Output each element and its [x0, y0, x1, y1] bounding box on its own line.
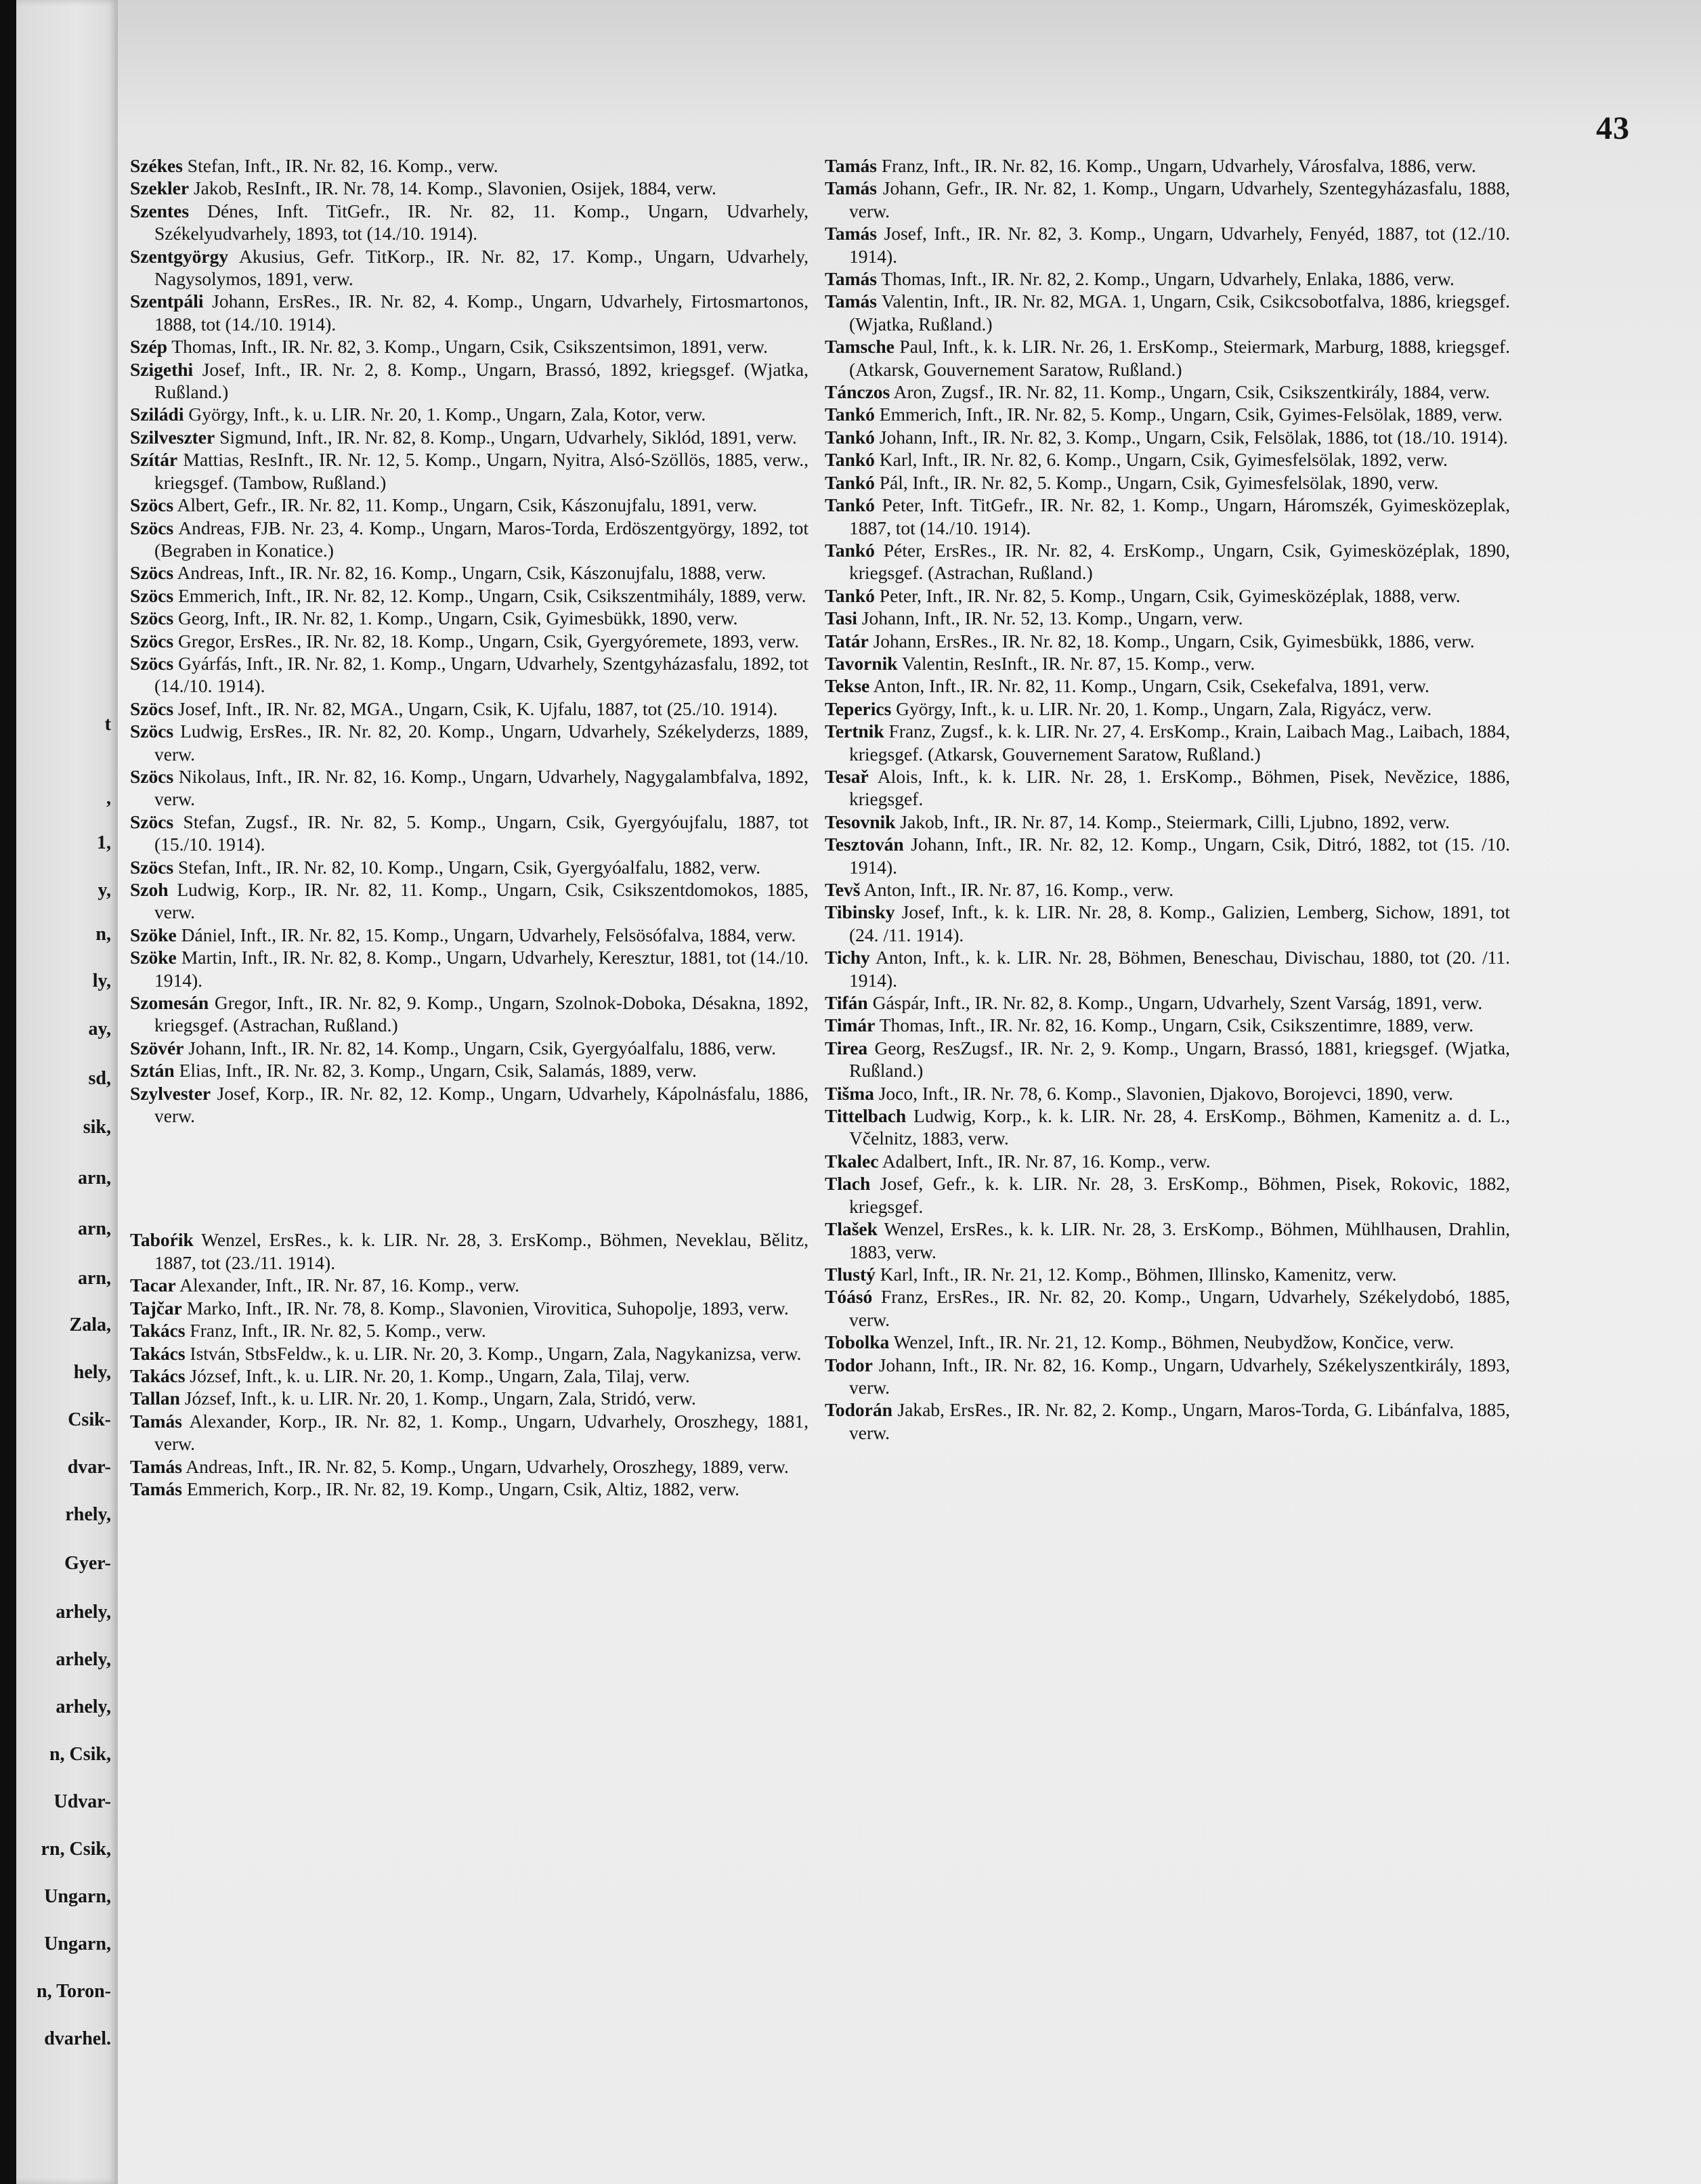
register-entry	[825, 471, 1510, 494]
entry-surname: Szöcs	[130, 856, 174, 878]
left-column-t-entries	[130, 1228, 809, 1500]
section-gap	[130, 1127, 809, 1228]
register-entry	[130, 720, 809, 765]
gutter-text-fragment: Gyer-	[64, 1554, 111, 1574]
entry-surname: Tankó	[825, 584, 875, 606]
entry-surname: Tankó	[825, 426, 875, 448]
register-entry	[825, 1331, 1510, 1353]
entry-details: Georg, ResZugsf., IR. Nr. 2, 9. Komp., Ungarn, Brassó, 1881, kriegsgef. (Wjatka, Rußland.)	[849, 1037, 1510, 1082]
entry-surname: Tirea	[825, 1037, 868, 1058]
entry-details: Wenzel, Inft., IR. Nr. 21, 12. Komp., Böhmen, Neubydžow, Končice, verw.	[889, 1331, 1455, 1353]
register-entry	[825, 1082, 1510, 1105]
right-column-entries	[825, 154, 1510, 1444]
entry-surname: Timár	[825, 1014, 876, 1036]
entry-details: Andreas, FJB. Nr. 23, 4. Komp., Ungarn, Maros-Torda, Erdöszentgyörgy, 1892, tot (Begraben in Konatice.)	[154, 517, 809, 561]
entry-details: Alexander, Inft., IR. Nr. 87, 16. Komp., verw.	[175, 1275, 520, 1296]
entry-surname: Takács	[130, 1365, 186, 1386]
register-entry	[825, 584, 1510, 607]
entry-surname: Takács	[130, 1320, 186, 1342]
gutter-text-fragment: arn,	[78, 1219, 111, 1239]
gutter-text-fragment: Ungarn,	[44, 1887, 111, 1907]
gutter-text-fragment: y,	[98, 880, 111, 901]
gutter-text-fragment: Udvar-	[53, 1792, 111, 1812]
register-entry	[825, 720, 1510, 765]
entry-details: Valentin, Inft., IR. Nr. 82, MGA. 1, Ungarn, Csik, Csikcsobotfalva, 1886, kriegsgef. (Wjatka, Rußland.)	[849, 291, 1510, 335]
register-entry	[130, 335, 809, 358]
entry-surname: Tankó	[825, 539, 875, 561]
entry-surname: Tamás	[825, 177, 877, 199]
register-entry	[130, 1455, 809, 1478]
register-entry	[825, 177, 1510, 222]
entry-surname: Tánczos	[825, 381, 890, 403]
left-column-entries	[130, 154, 809, 1127]
entry-surname: Szoh	[130, 879, 169, 900]
register-entry	[825, 878, 1510, 901]
gutter-text-fragment: ,	[106, 788, 111, 809]
entry-surname: Tóásó	[825, 1286, 873, 1308]
entry-details: Johann, Inft., IR. Nr. 82, 12. Komp., Ungarn, Csik, Ditró, 1882, tot (15. /10. 1914).	[849, 834, 1510, 878]
entry-details: Josef, Inft., IR. Nr. 2, 8. Komp., Ungarn, Brassó, 1892, kriegsgef. (Wjatka, Rußland.)	[154, 358, 809, 403]
entry-details: Jakab, ErsRes., IR. Nr. 82, 2. Komp., Ungarn, Maros-Torda, G. Libánfalva, 1885, verw.	[849, 1399, 1510, 1443]
register-entry	[130, 630, 809, 652]
entry-surname: Tasi	[825, 607, 857, 629]
entry-surname: Szilveszter	[130, 426, 215, 448]
entry-surname: Szöke	[130, 924, 177, 945]
entry-details: Ludwig, Korp., k. k. LIR. Nr. 28, 4. ErsKomp., Böhmen, Kamenitz a. d. L., Včelnitz, 1883, verw.	[849, 1105, 1510, 1149]
entry-surname: Szöcs	[130, 721, 174, 742]
entry-surname: Szentpáli	[130, 291, 204, 312]
entry-surname: Szöcs	[130, 811, 174, 832]
entry-surname: Tibinsky	[825, 901, 895, 923]
page-number: 43	[1596, 110, 1630, 146]
entry-surname: Székes	[130, 155, 183, 176]
gutter-text-fragment: rn, Csik,	[41, 1839, 111, 1860]
register-entry	[130, 1365, 809, 1387]
entry-surname: Tamás	[130, 1478, 182, 1499]
register-entry	[825, 494, 1510, 539]
entry-surname: Szöcs	[130, 494, 174, 516]
entry-surname: Tamsche	[825, 336, 895, 358]
entry-surname: Tesztován	[825, 834, 904, 855]
entry-details: Martin, Inft., IR. Nr. 82, 8. Komp., Ungarn, Udvarhely, Keresztur, 1881, tot (14./10. 1914).	[154, 947, 809, 991]
entry-surname: Tertnik	[825, 721, 884, 742]
entry-details: Andreas, Inft., IR. Nr. 82, 16. Komp., Ungarn, Csik, Kászonujfalu, 1888, verw.	[173, 562, 767, 584]
gutter-text-fragment: hely,	[73, 1363, 111, 1383]
register-entry	[825, 607, 1510, 629]
entry-details: Emmerich, Inft., IR. Nr. 82, 12. Komp., Ungarn, Csik, Csikszentmihály, 1889, verw.	[173, 584, 806, 606]
entry-details: Gregor, ErsRes., IR. Nr. 82, 18. Komp., Ungarn, Csik, Gyergyóremete, 1893, verw.	[173, 630, 799, 651]
register-entry	[825, 901, 1510, 946]
entry-details: Pál, Inft., IR. Nr. 82, 5. Komp., Ungarn, Csik, Gyimesfelsölak, 1890, verw.	[874, 471, 1439, 493]
register-entry	[130, 494, 809, 516]
gutter-text-fragment: arhely,	[56, 1697, 111, 1717]
register-entry	[825, 539, 1510, 584]
register-entry	[130, 1274, 809, 1296]
register-entry	[825, 652, 1510, 675]
entry-surname: Tesař	[825, 765, 869, 787]
entry-details: Thomas, Inft., IR. Nr. 82, 3. Komp., Ungarn, Csik, Csikszentsimon, 1891, verw.	[167, 336, 768, 358]
gutter-text-fragment: arhely,	[56, 1602, 111, 1623]
register-entry	[130, 1342, 809, 1365]
entry-details: Josef, Inft., k. k. LIR. Nr. 28, 8. Komp., Galizien, Lemberg, Sichow, 1891, tot (24. /11. 1914).	[849, 901, 1510, 945]
entry-surname: Tajčar	[130, 1297, 182, 1319]
register-entry	[130, 1082, 809, 1128]
entry-surname: Szöcs	[130, 517, 174, 538]
entry-surname: Szekler	[130, 177, 190, 199]
register-entry	[130, 765, 809, 811]
register-entry	[130, 517, 809, 562]
register-entry	[825, 448, 1510, 471]
register-entry	[825, 946, 1510, 991]
register-entry	[130, 154, 809, 177]
entry-details: Franz, Inft., IR. Nr. 82, 16. Komp., Ungarn, Udvarhely, Városfalva, 1886, verw.	[876, 155, 1476, 176]
entry-details: Franz, Inft., IR. Nr. 82, 5. Komp., verw.	[185, 1320, 486, 1342]
entry-details: Johann, Inft., IR. Nr. 52, 13. Komp., Ungarn, verw.	[857, 607, 1243, 629]
gutter-text-fragment: Csik-	[68, 1410, 111, 1430]
entry-surname: Tamás	[130, 1410, 182, 1432]
gutter-text-fragment: 1,	[97, 833, 111, 853]
entry-details: József, Inft., k. u. LIR. Nr. 20, 1. Komp., Ungarn, Zala, Tilaj, verw.	[185, 1365, 690, 1386]
entry-surname: Tankó	[825, 494, 875, 516]
entry-surname: Szylvester	[130, 1082, 211, 1104]
register-entry	[825, 1398, 1510, 1444]
entry-surname: Takács	[130, 1342, 186, 1364]
left-column	[130, 154, 809, 1500]
register-entry	[130, 200, 809, 245]
register-entry	[130, 991, 809, 1037]
entry-details: Josef, Gefr., k. k. LIR. Nr. 28, 3. ErsKomp., Böhmen, Pisek, Rokovic, 1882, kriegsgef.	[849, 1173, 1510, 1217]
gutter-text-fragment: dvar-	[67, 1457, 111, 1478]
entry-surname: Tavornik	[825, 652, 898, 674]
register-entry	[825, 1105, 1510, 1150]
register-entry	[130, 1059, 809, 1082]
entry-surname: Tlašek	[825, 1218, 878, 1240]
entry-surname: Szöke	[130, 947, 177, 968]
register-entry	[825, 222, 1510, 267]
register-entry	[130, 290, 809, 335]
entry-details: Thomas, Inft., IR. Nr. 82, 16. Komp., Ungarn, Csik, Csikszentimre, 1889, verw.	[875, 1014, 1474, 1036]
register-entry	[130, 1319, 809, 1342]
gutter-text-fragment: n, Csik,	[49, 1744, 111, 1765]
entry-details: Anton, Inft., IR. Nr. 82, 11. Komp., Ungarn, Csik, Csekefalva, 1891, verw.	[869, 675, 1429, 697]
register-entry	[130, 584, 809, 607]
register-entry	[130, 1297, 809, 1319]
entry-surname: Szentgyörgy	[130, 245, 229, 267]
register-entry	[825, 698, 1510, 720]
entry-details: Sigmund, Inft., IR. Nr. 82, 8. Komp., Ungarn, Udvarhely, Siklód, 1891, verw.	[215, 426, 797, 448]
entry-details: István, StbsFeldw., k. u. LIR. Nr. 20, 3. Komp., Ungarn, Zala, Nagykanizsa, verw.	[185, 1342, 802, 1364]
register-entry	[825, 381, 1510, 403]
entry-details: Dénes, Inft. TitGefr., IR. Nr. 82, 11. Komp., Ungarn, Udvarhely, Székelyudvarhely, 1893, tot (14./10. 1914).	[154, 200, 809, 244]
register-entry	[130, 946, 809, 991]
entry-details: Ludwig, ErsRes., IR. Nr. 82, 20. Komp., Ungarn, Udvarhely, Székelyderzs, 1889, verw.	[154, 721, 809, 765]
entry-surname: Tlach	[825, 1173, 871, 1195]
entry-details: Stefan, Zugsf., IR. Nr. 82, 5. Komp., Ungarn, Csik, Gyergyóujfalu, 1887, tot (15./10. 1914).	[154, 811, 809, 855]
entry-surname: Tekse	[825, 675, 870, 697]
entry-details: Karl, Inft., IR. Nr. 21, 12. Komp., Böhmen, Illinsko, Kamenitz, verw.	[875, 1263, 1397, 1285]
register-entry	[825, 426, 1510, 448]
right-column	[825, 154, 1510, 1444]
entry-surname: Tamás	[825, 223, 877, 244]
register-entry	[825, 154, 1510, 177]
entry-surname: Tišma	[825, 1082, 874, 1104]
entry-details: Dániel, Inft., IR. Nr. 82, 15. Komp., Ungarn, Udvarhely, Felsösófalva, 1884, verw.	[176, 924, 796, 945]
register-entry	[130, 1387, 809, 1409]
entry-surname: Tamás	[825, 268, 877, 290]
gutter-text-fragment: sik,	[83, 1117, 111, 1138]
register-entry	[130, 607, 809, 629]
register-entry	[130, 878, 809, 924]
entry-details: Anton, Inft., IR. Nr. 87, 16. Komp., verw.	[860, 879, 1174, 900]
register-entry	[825, 1150, 1510, 1172]
register-entry	[130, 358, 809, 404]
entry-details: Georg, Inft., IR. Nr. 82, 1. Komp., Ungarn, Csik, Gyimesbükk, 1890, verw.	[173, 607, 738, 629]
entry-surname: Szép	[130, 336, 167, 358]
entry-details: Emmerich, Inft., IR. Nr. 82, 5. Komp., Ungarn, Csik, Gyimes-Felsölak, 1889, verw.	[874, 404, 1503, 425]
register-entry	[130, 856, 809, 878]
register-entry	[825, 991, 1510, 1014]
gutter-text-fragment: rhely,	[65, 1505, 111, 1525]
entry-details: Wenzel, ErsRes., k. k. LIR. Nr. 28, 3. ErsKomp., Böhmen, Mühlhausen, Drahlin, 1883, verw.	[849, 1218, 1510, 1262]
gutter-text-fragment: n,	[95, 924, 111, 945]
gutter-text-fragment: n, Toron-	[37, 1982, 111, 2002]
entry-surname: Tankó	[825, 471, 875, 493]
entry-details: Josef, Inft., IR. Nr. 82, MGA., Ungarn, Csik, K. Ujfalu, 1887, tot (25./10. 1914).	[173, 698, 778, 719]
entry-surname: Tichy	[825, 947, 870, 968]
entry-surname: Tatár	[825, 630, 869, 651]
entry-details: Alois, Inft., k. k. LIR. Nr. 28, 1. ErsKomp., Böhmen, Pisek, Nevězice, 1886, kriegsgef.	[849, 765, 1510, 810]
register-entry	[825, 765, 1510, 811]
register-entry	[825, 1037, 1510, 1082]
register-entry	[130, 561, 809, 584]
entry-details: Stefan, Inft., IR. Nr. 82, 16. Komp., verw.	[182, 155, 498, 176]
gutter-text-fragment: ay,	[88, 1019, 111, 1040]
entry-surname: Sziládi	[130, 404, 184, 425]
entry-surname: Szöcs	[130, 652, 174, 674]
gutter-text-fragment: arn,	[78, 1168, 111, 1189]
entry-details: Karl, Inft., IR. Nr. 82, 6. Komp., Ungarn, Csik, Gyimesfelsölak, 1892, verw.	[874, 449, 1448, 471]
entry-surname: Tamás	[825, 291, 877, 312]
gutter-text-fragment: Ungarn,	[44, 1934, 111, 1954]
entry-details: Péter, ErsRes., IR. Nr. 82, 4. ErsKomp., Ungarn, Csik, Gyimesközéplak, 1890, kriegsgef. (Astrachan, Rußland.)	[849, 539, 1510, 584]
register-entry	[825, 1218, 1510, 1263]
gutter-text-fragment: sd,	[88, 1069, 111, 1089]
register-entry	[130, 811, 809, 856]
register-entry	[825, 1263, 1510, 1285]
gutter-text-fragment: arhely,	[56, 1650, 111, 1670]
entry-surname: Szöcs	[130, 630, 174, 651]
entry-details: Franz, ErsRes., IR. Nr. 82, 20. Komp., Ungarn, Udvarhely, Székelydobó, 1885, verw.	[849, 1286, 1510, 1330]
entry-details: Johann, Inft., IR. Nr. 82, 14. Komp., Ungarn, Csik, Gyergyóalfalu, 1886, verw.	[184, 1037, 776, 1058]
entry-details: Stefan, Inft., IR. Nr. 82, 10. Komp., Ungarn, Csik, Gyergyóalfalu, 1882, verw.	[173, 856, 761, 878]
entry-details: György, Inft., k. u. LIR. Nr. 20, 1. Komp., Ungarn, Zala, Rigyácz, verw.	[891, 698, 1432, 719]
register-entry	[130, 245, 809, 291]
register-entry	[825, 811, 1510, 833]
entry-surname: Tkalec	[825, 1150, 879, 1172]
entry-surname: Teperics	[825, 698, 892, 719]
entry-surname: Tifán	[825, 992, 868, 1014]
entry-details: Johann, ErsRes., IR. Nr. 82, 18. Komp., Ungarn, Csik, Gyimesbükk, 1886, verw.	[868, 630, 1475, 651]
gutter-text-fragment: Zala,	[69, 1315, 111, 1335]
gutter-text-fragment: arn,	[78, 1268, 111, 1289]
entry-details: Gáspár, Inft., IR. Nr. 82, 8. Komp., Ungarn, Udvarhely, Szent Varság, 1891, verw.	[867, 992, 1483, 1014]
entry-details: Andreas, Inft., IR. Nr. 82, 5. Komp., Ungarn, Udvarhely, Oroszhegy, 1889, verw.	[181, 1455, 789, 1477]
entry-details: Alexander, Korp., IR. Nr. 82, 1. Komp., Ungarn, Udvarhely, Oroszhegy, 1881, verw.	[154, 1410, 809, 1455]
entry-details: Peter, Inft. TitGefr., IR. Nr. 82, 1. Komp., Ungarn, Háromszék, Gyimesközeplak, 1887, tot (14./10. 1914).	[849, 494, 1510, 538]
entry-surname: Tamás	[130, 1455, 182, 1477]
entry-surname: Szítár	[130, 449, 178, 471]
register-entry	[130, 652, 809, 698]
register-entry	[130, 403, 809, 425]
register-entry	[130, 698, 809, 720]
register-entry	[130, 1228, 809, 1274]
entry-details: Jakob, Inft., IR. Nr. 87, 14. Komp., Steiermark, Cilli, Ljubno, 1892, verw.	[895, 811, 1450, 832]
register-entry	[130, 1410, 809, 1455]
entry-details: Josef, Inft., IR. Nr. 82, 3. Komp., Ungarn, Udvarhely, Fenyéd, 1887, tot (12./10. 1914).	[849, 223, 1510, 267]
entry-surname: Szöcs	[130, 562, 174, 584]
entry-details: Joco, Inft., IR. Nr. 78, 6. Komp., Slavonien, Djakovo, Borojevci, 1890, verw.	[874, 1082, 1454, 1104]
entry-surname: Szigethi	[130, 358, 194, 380]
entry-details: Nikolaus, Inft., IR. Nr. 82, 16. Komp., Ungarn, Udvarhely, Nagygalambfalva, 1892, verw.	[154, 765, 809, 810]
entry-details: Albert, Gefr., IR. Nr. 82, 11. Komp., Ungarn, Csik, Kászonujfalu, 1891, verw.	[173, 494, 757, 516]
entry-details: Ludwig, Korp., IR. Nr. 82, 11. Komp., Ungarn, Csik, Csikszentdomokos, 1885, verw.	[154, 879, 809, 923]
gutter-text-fragment: ly,	[92, 971, 111, 991]
entry-details: Peter, Inft., IR. Nr. 82, 5. Komp., Ungarn, Csik, Gyimesközéplak, 1888, verw.	[874, 584, 1461, 606]
entry-surname: Tobolka	[825, 1331, 890, 1353]
register-entry	[825, 267, 1510, 290]
entry-details: Anton, Inft., k. k. LIR. Nr. 28, Böhmen, Beneschau, Divischau, 1880, tot (20. /11. 1914).	[849, 947, 1510, 991]
gutter-text-fragment: t	[104, 714, 111, 735]
entry-details: Johann, Inft., IR. Nr. 82, 3. Komp., Ungarn, Csik, Felsölak, 1886, tot (18./10. 1914).	[874, 426, 1508, 448]
entry-surname: Todorán	[825, 1399, 892, 1421]
entry-details: Jakob, ResInft., IR. Nr. 78, 14. Komp., Slavonien, Osijek, 1884, verw.	[189, 177, 716, 199]
entry-surname: Szövér	[130, 1037, 184, 1058]
register-entry	[825, 403, 1510, 425]
entry-surname: Szomesán	[130, 992, 209, 1014]
entry-surname: Szentes	[130, 200, 190, 221]
entry-details: Adalbert, Inft., IR. Nr. 87, 16. Komp., verw.	[878, 1150, 1211, 1172]
entry-surname: Szöcs	[130, 607, 174, 629]
entry-surname: Tamás	[825, 155, 877, 176]
register-entry	[825, 1285, 1510, 1331]
entry-details: Franz, Zugsf., k. k. LIR. Nr. 27, 4. ErsKomp., Krain, Laibach Mag., Laibach, 1884, kriegsgef. (Atkarsk, Gouvernement Saratow, Rußland.)	[849, 721, 1510, 765]
register-entry	[130, 1478, 809, 1500]
entry-details: Josef, Korp., IR. Nr. 82, 12. Komp., Ungarn, Udvarhely, Kápolnásfalu, 1886, verw.	[154, 1082, 809, 1127]
entry-surname: Szöcs	[130, 698, 174, 719]
entry-details: Johann, ErsRes., IR. Nr. 82, 4. Komp., Ungarn, Udvarhely, Firtosmartonos, 1888, tot (14./10. 1914).	[154, 291, 809, 335]
entry-details: Valentin, ResInft., IR. Nr. 87, 15. Komp., verw.	[897, 652, 1255, 674]
entry-details: Thomas, Inft., IR. Nr. 82, 2. Komp., Ungarn, Udvarhely, Enlaka, 1886, verw.	[876, 268, 1455, 290]
entry-surname: Todor	[825, 1354, 873, 1375]
entry-surname: Tittelbach	[825, 1105, 907, 1127]
entry-surname: Tesovnik	[825, 811, 896, 832]
register-entry	[130, 924, 809, 946]
entry-details: Gyárfás, Inft., IR. Nr. 82, 1. Komp., Ungarn, Udvarhely, Szentgyházasfalu, 1892, tot (14./10. 1914).	[154, 652, 809, 697]
register-entry	[130, 448, 809, 494]
register-entry	[825, 1172, 1510, 1218]
entry-surname: Tacar	[130, 1275, 176, 1296]
entry-details: Akusius, Gefr. TitKorp., IR. Nr. 82, 17. Komp., Ungarn, Udvarhely, Nagysolymos, 1891, verw.	[154, 245, 809, 290]
entry-details: Mattias, ResInft., IR. Nr. 12, 5. Komp., Ungarn, Nyitra, Alsó-Szöllös, 1885, verw., kriegsgef. (Tambow, Rußland.)	[154, 449, 809, 493]
entry-details: József, Inft., k. u. LIR. Nr. 20, 1. Komp., Ungarn, Zala, Stridó, verw.	[179, 1388, 696, 1409]
entry-surname: Tankó	[825, 449, 875, 471]
entry-details: Elias, Inft., IR. Nr. 82, 3. Komp., Ungarn, Csik, Salamás, 1889, verw.	[174, 1060, 697, 1082]
register-entry	[825, 675, 1510, 697]
entry-details: György, Inft., k. u. LIR. Nr. 20, 1. Komp., Ungarn, Zala, Kotor, verw.	[184, 404, 706, 425]
register-entry	[825, 335, 1510, 381]
entry-surname: Tankó	[825, 404, 875, 425]
register-entry	[130, 1037, 809, 1059]
entry-details: Johann, Gefr., IR. Nr. 82, 1. Komp., Ungarn, Udvarhely, Szentegyházasfalu, 1888, verw.	[849, 177, 1510, 221]
entry-details: Wenzel, ErsRes., k. k. LIR. Nr. 28, 3. ErsKomp., Böhmen, Neveklau, Bělitz, 1887, tot (23./11. 1914).	[154, 1229, 809, 1273]
register-entry	[825, 290, 1510, 335]
gutter-text-fragment: dvarhel.	[44, 2029, 111, 2049]
entry-details: Aron, Zugsf., IR. Nr. 82, 11. Komp., Ungarn, Csik, Csikszentkirály, 1884, verw.	[890, 381, 1490, 403]
entry-details: Johann, Inft., IR. Nr. 82, 16. Komp., Ungarn, Udvarhely, Székelyszentkirály, 1893, verw.	[849, 1354, 1510, 1398]
register-entry	[130, 177, 809, 199]
entry-surname: Tlustý	[825, 1263, 876, 1285]
register-entry	[825, 1354, 1510, 1399]
register-entry	[825, 833, 1510, 878]
entry-surname: Taboŕik	[130, 1229, 194, 1251]
scan-edge	[0, 0, 16, 2184]
entry-surname: Tevš	[825, 879, 861, 900]
entry-surname: Sztán	[130, 1060, 175, 1082]
entry-surname: Tallan	[130, 1388, 180, 1409]
register-entry	[825, 630, 1510, 652]
entry-details: Paul, Inft., k. k. LIR. Nr. 26, 1. ErsKomp., Steiermark, Marburg, 1888, kriegsgef. (Atkarsk, Gouvernement Saratow, Rußland.)	[849, 336, 1510, 380]
entry-details: Emmerich, Korp., IR. Nr. 82, 19. Komp., Ungarn, Csik, Altiz, 1882, verw.	[181, 1478, 740, 1499]
register-entry	[130, 426, 809, 448]
entry-details: Marko, Inft., IR. Nr. 78, 8. Komp., Slavonien, Virovitica, Suhopolje, 1893, verw.	[181, 1297, 789, 1319]
entry-surname: Szöcs	[130, 584, 174, 606]
register-entry	[825, 1014, 1510, 1036]
entry-surname: Szöcs	[130, 765, 174, 787]
entry-details: Gregor, Inft., IR. Nr. 82, 9. Komp., Ungarn, Szolnok-Doboka, Désakna, 1892, kriegsgef. (Astrachan, Rußland.)	[154, 992, 809, 1036]
